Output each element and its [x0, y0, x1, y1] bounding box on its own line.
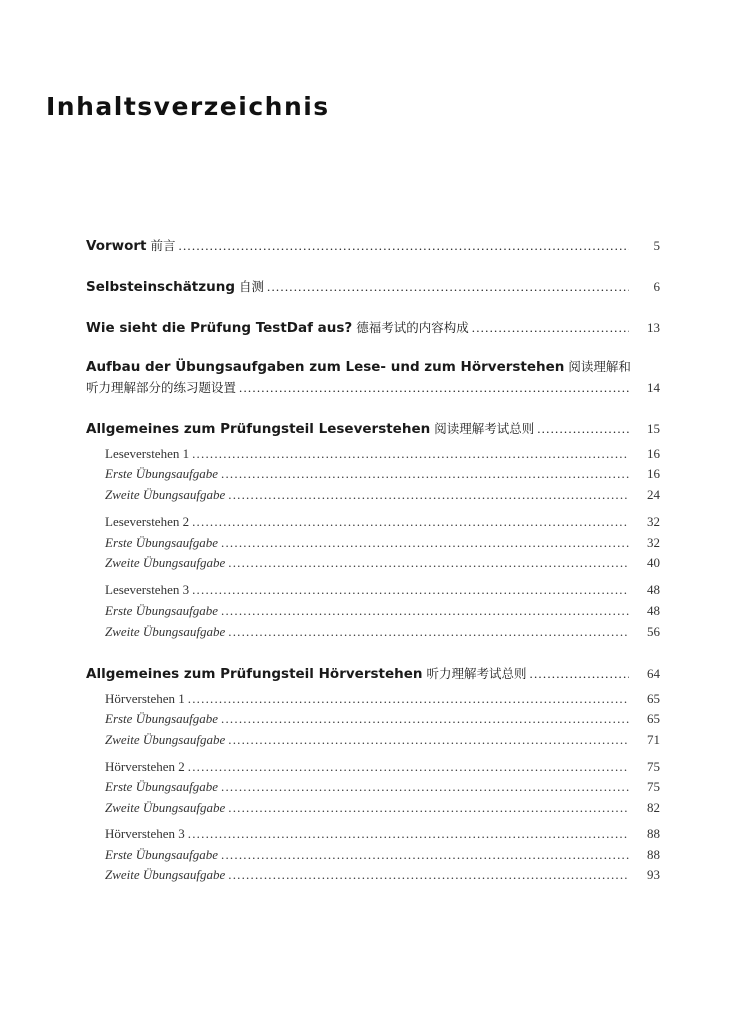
entry-label-cn: 听力理解部分的练习题设置	[86, 380, 237, 395]
toc-entry-lv3-erste[interactable]	[105, 603, 660, 619]
entry-label: Zweite Übungsaufgabe	[105, 732, 226, 747]
page-number: 15	[647, 421, 660, 436]
page-number: 75	[647, 759, 660, 774]
toc-entry-leseverstehen-1[interactable]	[105, 446, 660, 462]
entry-label: Wie sieht die Prüfung TestDaf aus?	[86, 320, 353, 336]
dot-leader	[267, 279, 629, 295]
page-number: 5	[653, 238, 660, 253]
page-number: 32	[647, 514, 660, 529]
page-number: 6	[653, 279, 660, 294]
toc-entry-hv2-erste[interactable]	[105, 779, 660, 795]
entry-label: Erste Übungsaufgabe	[105, 466, 219, 481]
page-number: 16	[647, 446, 660, 461]
page-number: 64	[647, 666, 660, 681]
page-number: 16	[647, 466, 660, 481]
dot-leader	[221, 535, 629, 551]
dot-leader	[537, 421, 629, 437]
page-number: 88	[647, 826, 660, 841]
entry-label: Erste Übungsaufgabe	[105, 603, 219, 618]
toc-entry-leseverstehen-3[interactable]	[105, 582, 660, 598]
dot-leader	[228, 624, 629, 640]
entry-label-cn: 听力理解考试总则	[426, 666, 527, 681]
entry-label: Erste Übungsaufgabe	[105, 847, 219, 862]
entry-label: Selbsteinschätzung	[86, 279, 236, 295]
dot-leader	[221, 779, 629, 795]
entry-label: Erste Übungsaufgabe	[105, 535, 219, 550]
entry-label-cn: 阅读理解考试总则	[434, 421, 535, 436]
entry-label: Hörverstehen 1	[105, 691, 185, 706]
dot-leader	[192, 514, 629, 530]
dot-leader	[221, 466, 629, 482]
dot-leader	[188, 691, 629, 707]
toc-entry-hoerverstehen-1[interactable]	[105, 691, 660, 707]
toc-entry-selbsteinschaetzung[interactable]	[86, 277, 660, 295]
entry-label: Allgemeines zum Prüfungsteil Leseverstehen	[86, 421, 431, 437]
dot-leader	[472, 320, 629, 336]
entry-label: Erste Übungsaufgabe	[105, 711, 219, 726]
toc-entry-hv1-zweite[interactable]	[105, 732, 660, 748]
dot-leader	[192, 582, 629, 598]
dot-leader	[188, 826, 629, 842]
toc-entry-hv3-zweite[interactable]	[105, 867, 660, 883]
entry-label: Zweite Übungsaufgabe	[105, 867, 226, 882]
dot-leader	[188, 759, 629, 775]
page-number: 40	[647, 555, 660, 570]
toc-entry-lv2-erste[interactable]	[105, 535, 660, 551]
entry-label-cn: 德福考试的内容构成	[356, 320, 469, 335]
page-number: 24	[647, 487, 660, 502]
entry-label: Zweite Übungsaufgabe	[105, 487, 226, 502]
toc-entry-hv2-zweite[interactable]	[105, 800, 660, 816]
toc-entry-lv3-zweite[interactable]	[105, 624, 660, 640]
entry-label: Hörverstehen 2	[105, 759, 185, 774]
dot-leader	[228, 800, 629, 816]
dot-leader	[179, 238, 629, 254]
entry-label: Allgemeines zum Prüfungsteil Hörverstehen	[86, 666, 423, 682]
toc-entry-vorwort[interactable]	[86, 236, 660, 254]
entry-label: Zweite Übungsaufgabe	[105, 555, 226, 570]
entry-label: Leseverstehen 3	[105, 582, 190, 597]
toc-entry-aufbau-line2[interactable]	[86, 378, 660, 396]
entry-label: Zweite Übungsaufgabe	[105, 800, 226, 815]
page-number: 48	[647, 582, 660, 597]
entry-label-cn: 阅读理解和	[568, 359, 631, 374]
toc-entry-aufbau-line1[interactable]	[86, 357, 631, 375]
dot-leader	[530, 666, 629, 682]
page-number: 48	[647, 603, 660, 618]
toc-entry-leseverstehen-2[interactable]	[105, 514, 660, 530]
entry-label-cn: 自测	[239, 279, 265, 294]
dot-leader	[228, 867, 629, 883]
page-number: 75	[647, 779, 660, 794]
page-number: 82	[647, 800, 660, 815]
entry-label-cn: 前言	[150, 238, 176, 253]
page-title: Inhaltsverzeichnis	[46, 92, 330, 121]
dot-leader	[192, 446, 629, 462]
page-number: 13	[647, 320, 660, 335]
toc-entry-testdaf[interactable]	[86, 318, 660, 336]
entry-label: Vorwort	[86, 238, 147, 254]
entry-label: Aufbau der Übungsaufgaben zum Lese- und zum Hörverstehen	[86, 359, 565, 375]
toc-entry-lv2-zweite[interactable]	[105, 555, 660, 571]
dot-leader	[239, 380, 629, 396]
page-number: 88	[647, 847, 660, 862]
page-number: 14	[647, 380, 660, 395]
toc-entry-hoerverstehen-2[interactable]	[105, 759, 660, 775]
page-number: 65	[647, 691, 660, 706]
page-number: 56	[647, 624, 660, 639]
entry-label: Leseverstehen 1	[105, 446, 190, 461]
dot-leader	[221, 603, 629, 619]
entry-label: Hörverstehen 3	[105, 826, 185, 841]
entry-label: Leseverstehen 2	[105, 514, 190, 529]
toc-entry-leseverstehen-allgemein[interactable]	[86, 419, 660, 437]
toc-entry-lv1-erste[interactable]	[105, 466, 660, 482]
entry-label: Erste Übungsaufgabe	[105, 779, 219, 794]
page-number: 71	[647, 732, 660, 747]
entry-label: Zweite Übungsaufgabe	[105, 624, 226, 639]
toc-entry-lv1-zweite[interactable]	[105, 487, 660, 503]
page-number: 65	[647, 711, 660, 726]
dot-leader	[228, 555, 629, 571]
toc-entry-hoerverstehen-allgemein[interactable]	[86, 664, 660, 682]
dot-leader	[228, 487, 629, 503]
dot-leader	[228, 732, 629, 748]
toc-entry-hoerverstehen-3[interactable]	[105, 826, 660, 842]
dot-leader	[221, 711, 629, 727]
dot-leader	[221, 847, 629, 863]
page-number: 93	[647, 867, 660, 882]
page-number: 32	[647, 535, 660, 550]
toc-entry-hv1-erste[interactable]	[105, 711, 660, 727]
toc-entry-hv3-erste[interactable]	[105, 847, 660, 863]
